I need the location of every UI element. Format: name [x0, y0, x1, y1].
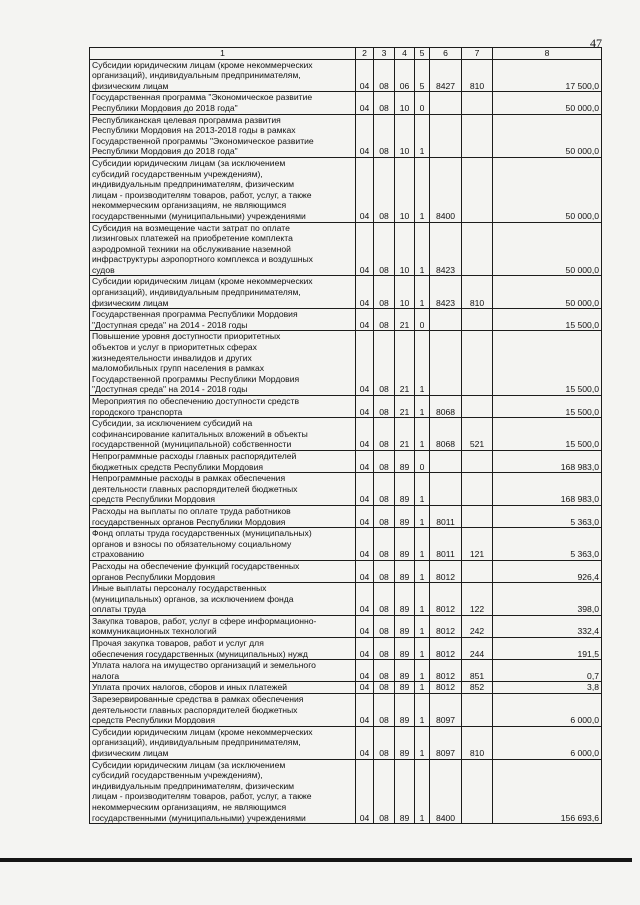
table-row — [90, 560, 602, 582]
row-article-cell: 8068 — [430, 418, 462, 451]
row-section-cell: 04 — [356, 92, 374, 114]
row-subsection-cell: 08 — [374, 396, 395, 418]
row-subsection-cell: 08 — [374, 473, 395, 506]
row-program-cell: 89 — [395, 638, 415, 660]
row-expense-type-cell — [462, 157, 493, 222]
row-subsection-cell: 08 — [374, 583, 395, 616]
row-program-cell: 10 — [395, 92, 415, 114]
row-article-cell: 8012 — [430, 583, 462, 616]
row-article-cell: 8011 — [430, 528, 462, 561]
row-expense-type-cell: 810 — [462, 276, 493, 309]
table-row — [90, 450, 602, 472]
row-section-cell: 04 — [356, 660, 374, 682]
row-subprogram-cell: 1 — [415, 694, 430, 727]
row-expense-type-cell — [462, 450, 493, 472]
row-expense-type-cell: 851 — [462, 660, 493, 682]
row-subprogram-cell: 5 — [415, 59, 430, 92]
row-subprogram-cell: 1 — [415, 157, 430, 222]
row-section-cell: 04 — [356, 528, 374, 561]
table-row — [90, 59, 602, 92]
row-article-cell: 8097 — [430, 694, 462, 727]
table-row — [90, 682, 602, 694]
row-amount-cell: 15 500,0 — [493, 396, 602, 418]
row-article-cell: 8012 — [430, 560, 462, 582]
table-row — [90, 473, 602, 506]
row-program-cell: 06 — [395, 59, 415, 92]
row-name-cell: Закупка товаров, работ, услуг в сфере информационно- коммуникационных технологий — [90, 615, 356, 637]
table-row — [90, 505, 602, 527]
row-subprogram-cell: 1 — [415, 276, 430, 309]
row-name-cell: Непрограммные расходы главных распорядителей бюджетных средств Республики Мордовия — [90, 450, 356, 472]
row-amount-cell: 3,8 — [493, 682, 602, 694]
row-program-cell: 89 — [395, 560, 415, 582]
row-article-cell — [430, 473, 462, 506]
row-name-cell: Фонд оплаты труда государственных (муниципальных) органов и взносы по обязательному социальному страхованию — [90, 528, 356, 561]
table-row — [90, 638, 602, 660]
row-name-cell: Субсидии юридическим лицам (кроме некоммерческих организаций), индивидуальным предпринимателям, физическим лицам — [90, 276, 356, 309]
row-expense-type-cell — [462, 505, 493, 527]
row-subprogram-cell: 0 — [415, 450, 430, 472]
row-amount-cell: 168 983,0 — [493, 473, 602, 506]
row-expense-type-cell — [462, 694, 493, 727]
table-row — [90, 726, 602, 759]
row-article-cell — [430, 450, 462, 472]
row-subprogram-cell: 1 — [415, 660, 430, 682]
table-row — [90, 418, 602, 451]
row-subprogram-cell: 0 — [415, 92, 430, 114]
row-program-cell: 89 — [395, 528, 415, 561]
row-subsection-cell: 08 — [374, 331, 395, 396]
row-name-cell: Непрограммные расходы в рамках обеспечения деятельности главных распорядителей бюджетных средств Республики Мордовия — [90, 473, 356, 506]
row-amount-cell: 5 363,0 — [493, 505, 602, 527]
row-amount-cell: 6 000,0 — [493, 694, 602, 727]
row-expense-type-cell: 242 — [462, 615, 493, 637]
row-amount-cell: 15 500,0 — [493, 418, 602, 451]
row-subprogram-cell: 1 — [415, 396, 430, 418]
row-amount-cell: 15 500,0 — [493, 331, 602, 396]
row-section-cell: 04 — [356, 450, 374, 472]
row-article-cell: 8068 — [430, 396, 462, 418]
row-section-cell: 04 — [356, 418, 374, 451]
header-col-3: 3 — [374, 48, 395, 60]
row-expense-type-cell: 244 — [462, 638, 493, 660]
row-name-cell: Республиканская целевая программа развития Республики Мордовия на 2013-2018 годы в рамках Государственной программы "Экономическое развитие Республики Мордовия до 2018 года" — [90, 114, 356, 157]
row-name-cell: Субсидии юридическим лицам (за исключением субсидий государственным учреждениям), индивидуальным предпринимателям, физическим лицам - производителям товаров, работ, услуг, а также некоммерческим организациям, не являющимся государственными (муниципальными) учреждениями — [90, 759, 356, 824]
row-name-cell: Государственная программа Республики Мордовия "Доступная среда" на 2014 - 2018 годы — [90, 309, 356, 331]
row-subsection-cell: 08 — [374, 114, 395, 157]
row-expense-type-cell — [462, 222, 493, 276]
row-section-cell: 04 — [356, 396, 374, 418]
row-name-cell: Субсидия на возмещение части затрат по оплате лизинговых платежей на приобретение комплекта аэродромной техники на обслуживание наземной инфраструктуры аэропортного комплекса и воздушных судов — [90, 222, 356, 276]
row-section-cell: 04 — [356, 276, 374, 309]
row-subsection-cell: 08 — [374, 615, 395, 637]
row-amount-cell: 332,4 — [493, 615, 602, 637]
row-expense-type-cell: 521 — [462, 418, 493, 451]
table-header-row — [90, 48, 602, 60]
row-subsection-cell: 08 — [374, 694, 395, 727]
row-section-cell: 04 — [356, 560, 374, 582]
row-section-cell: 04 — [356, 726, 374, 759]
page-number: 47 — [590, 36, 602, 50]
row-expense-type-cell — [462, 396, 493, 418]
row-amount-cell: 156 693,6 — [493, 759, 602, 824]
row-article-cell: 8012 — [430, 682, 462, 694]
table-header — [90, 48, 602, 60]
row-subprogram-cell: 1 — [415, 759, 430, 824]
header-col-8: 8 — [493, 48, 602, 60]
row-section-cell: 04 — [356, 309, 374, 331]
row-expense-type-cell — [462, 560, 493, 582]
row-subprogram-cell: 0 — [415, 309, 430, 331]
header-col-4: 4 — [395, 48, 415, 60]
row-expense-type-cell: 121 — [462, 528, 493, 561]
row-section-cell: 04 — [356, 505, 374, 527]
row-section-cell: 04 — [356, 682, 374, 694]
row-subsection-cell: 08 — [374, 59, 395, 92]
row-article-cell: 8011 — [430, 505, 462, 527]
row-section-cell: 04 — [356, 59, 374, 92]
row-amount-cell: 0,7 — [493, 660, 602, 682]
row-expense-type-cell — [462, 309, 493, 331]
row-article-cell — [430, 114, 462, 157]
row-section-cell: 04 — [356, 759, 374, 824]
row-name-cell: Государственная программа "Экономическое развитие Республики Мордовия до 2018 года" — [90, 92, 356, 114]
row-expense-type-cell — [462, 92, 493, 114]
row-subsection-cell: 08 — [374, 759, 395, 824]
row-section-cell: 04 — [356, 694, 374, 727]
row-expense-type-cell — [462, 114, 493, 157]
row-article-cell: 8097 — [430, 726, 462, 759]
row-expense-type-cell: 122 — [462, 583, 493, 616]
row-program-cell: 10 — [395, 222, 415, 276]
table-row — [90, 157, 602, 222]
row-name-cell: Прочая закупка товаров, работ и услуг для обеспечения государственных (муниципальных) нужд — [90, 638, 356, 660]
row-subsection-cell: 08 — [374, 726, 395, 759]
row-program-cell: 89 — [395, 694, 415, 727]
row-article-cell: 8423 — [430, 276, 462, 309]
table-row — [90, 114, 602, 157]
row-program-cell: 89 — [395, 759, 415, 824]
row-section-cell: 04 — [356, 157, 374, 222]
row-name-cell: Расходы на обеспечение функций государственных органов Республики Мордовия — [90, 560, 356, 582]
row-expense-type-cell: 810 — [462, 59, 493, 92]
row-program-cell: 10 — [395, 114, 415, 157]
row-name-cell: Зарезервированные средства в рамках обеспечения деятельности главных распорядителей бюджетных средств Республики Мордовия — [90, 694, 356, 727]
row-amount-cell: 50 000,0 — [493, 157, 602, 222]
row-subprogram-cell: 1 — [415, 331, 430, 396]
row-name-cell: Уплата налога на имущество организаций и земельного налога — [90, 660, 356, 682]
row-subprogram-cell: 1 — [415, 726, 430, 759]
row-expense-type-cell — [462, 473, 493, 506]
row-name-cell: Уплата прочих налогов, сборов и иных платежей — [90, 682, 356, 694]
row-section-cell: 04 — [356, 583, 374, 616]
row-amount-cell: 50 000,0 — [493, 222, 602, 276]
table-row — [90, 583, 602, 616]
row-program-cell: 21 — [395, 396, 415, 418]
row-amount-cell: 50 000,0 — [493, 276, 602, 309]
row-subsection-cell: 08 — [374, 276, 395, 309]
row-name-cell: Субсидии юридическим лицам (за исключением субсидий государственным учреждениям), индивидуальным предпринимателям, физическим лицам - производителям товаров, работ, услуг, а также некоммерческим организациям, не являющимся государственными (муниципальными) учреждениями — [90, 157, 356, 222]
row-section-cell: 04 — [356, 473, 374, 506]
row-section-cell: 04 — [356, 114, 374, 157]
row-program-cell: 21 — [395, 309, 415, 331]
row-subsection-cell: 08 — [374, 309, 395, 331]
row-program-cell: 89 — [395, 505, 415, 527]
row-subsection-cell: 08 — [374, 450, 395, 472]
row-subprogram-cell: 1 — [415, 583, 430, 616]
header-col-6: 6 — [430, 48, 462, 60]
row-program-cell: 89 — [395, 583, 415, 616]
row-section-cell: 04 — [356, 222, 374, 276]
row-subprogram-cell: 1 — [415, 528, 430, 561]
header-col-1: 1 — [90, 48, 356, 60]
row-subprogram-cell: 1 — [415, 418, 430, 451]
row-name-cell: Субсидии, за исключением субсидий на софинансирование капитальных вложений в объекты государственной (муниципальной) собственности — [90, 418, 356, 451]
row-name-cell: Иные выплаты персоналу государственных (муниципальных) органов, за исключением фонда оплаты труда — [90, 583, 356, 616]
row-program-cell: 89 — [395, 726, 415, 759]
row-article-cell — [430, 309, 462, 331]
row-program-cell: 21 — [395, 331, 415, 396]
row-amount-cell: 50 000,0 — [493, 114, 602, 157]
row-program-cell: 89 — [395, 660, 415, 682]
row-name-cell: Повышение уровня доступности приоритетных объектов и услуг в приоритетных сферах жизнедеятельности инвалидов и других маломобильных групп населения в рамках Государственной программы Республики Мордовия "Доступная среда" на 2014 - 2018 годы — [90, 331, 356, 396]
row-subsection-cell: 08 — [374, 682, 395, 694]
table-row — [90, 615, 602, 637]
row-program-cell: 89 — [395, 682, 415, 694]
row-name-cell: Мероприятия по обеспечению доступности средств городского транспорта — [90, 396, 356, 418]
row-article-cell: 8012 — [430, 660, 462, 682]
row-section-cell: 04 — [356, 638, 374, 660]
row-subsection-cell: 08 — [374, 157, 395, 222]
row-section-cell: 04 — [356, 331, 374, 396]
row-article-cell: 8400 — [430, 759, 462, 824]
row-program-cell: 89 — [395, 615, 415, 637]
row-program-cell: 89 — [395, 473, 415, 506]
row-expense-type-cell: 852 — [462, 682, 493, 694]
table-row — [90, 309, 602, 331]
row-article-cell: 8400 — [430, 157, 462, 222]
row-subsection-cell: 08 — [374, 222, 395, 276]
header-col-5: 5 — [415, 48, 430, 60]
row-subsection-cell: 08 — [374, 505, 395, 527]
table-row — [90, 759, 602, 824]
row-amount-cell: 17 500,0 — [493, 59, 602, 92]
row-amount-cell: 926,4 — [493, 560, 602, 582]
row-amount-cell: 6 000,0 — [493, 726, 602, 759]
row-program-cell: 89 — [395, 450, 415, 472]
row-subprogram-cell: 1 — [415, 682, 430, 694]
row-article-cell — [430, 92, 462, 114]
row-amount-cell: 50 000,0 — [493, 92, 602, 114]
row-expense-type-cell: 810 — [462, 726, 493, 759]
row-expense-type-cell — [462, 759, 493, 824]
row-section-cell: 04 — [356, 615, 374, 637]
row-subprogram-cell: 1 — [415, 222, 430, 276]
table-row — [90, 222, 602, 276]
table-row — [90, 660, 602, 682]
row-name-cell: Расходы на выплаты по оплате труда работников государственных органов Республики Мордовия — [90, 505, 356, 527]
table-row — [90, 331, 602, 396]
row-name-cell: Субсидии юридическим лицам (кроме некоммерческих организаций), индивидуальным предпринимателям, физическим лицам — [90, 59, 356, 92]
row-subprogram-cell: 1 — [415, 473, 430, 506]
header-col-2: 2 — [356, 48, 374, 60]
row-name-cell: Субсидии юридическим лицам (кроме некоммерческих организаций), индивидуальным предпринимателям, физическим лицам — [90, 726, 356, 759]
row-article-cell: 8012 — [430, 615, 462, 637]
row-article-cell: 8423 — [430, 222, 462, 276]
row-program-cell: 21 — [395, 418, 415, 451]
budget-table — [89, 47, 602, 824]
row-program-cell: 10 — [395, 276, 415, 309]
row-amount-cell: 168 983,0 — [493, 450, 602, 472]
header-col-7: 7 — [462, 48, 493, 60]
row-subsection-cell: 08 — [374, 418, 395, 451]
row-subsection-cell: 08 — [374, 528, 395, 561]
row-amount-cell: 398,0 — [493, 583, 602, 616]
table-body — [90, 59, 602, 824]
row-subprogram-cell: 1 — [415, 114, 430, 157]
row-subsection-cell: 08 — [374, 92, 395, 114]
row-subsection-cell: 08 — [374, 660, 395, 682]
row-subprogram-cell: 1 — [415, 560, 430, 582]
row-expense-type-cell — [462, 331, 493, 396]
table-row — [90, 396, 602, 418]
table-row — [90, 528, 602, 561]
row-article-cell: 8427 — [430, 59, 462, 92]
page-bottom-rule — [0, 858, 632, 862]
row-program-cell: 10 — [395, 157, 415, 222]
row-subprogram-cell: 1 — [415, 505, 430, 527]
row-subsection-cell: 08 — [374, 638, 395, 660]
row-article-cell — [430, 331, 462, 396]
row-subsection-cell: 08 — [374, 560, 395, 582]
row-amount-cell: 5 363,0 — [493, 528, 602, 561]
row-amount-cell: 191,5 — [493, 638, 602, 660]
row-amount-cell: 15 500,0 — [493, 309, 602, 331]
row-subprogram-cell: 1 — [415, 638, 430, 660]
table-row — [90, 92, 602, 114]
table-row — [90, 276, 602, 309]
table-row — [90, 694, 602, 727]
row-subprogram-cell: 1 — [415, 615, 430, 637]
row-article-cell: 8012 — [430, 638, 462, 660]
